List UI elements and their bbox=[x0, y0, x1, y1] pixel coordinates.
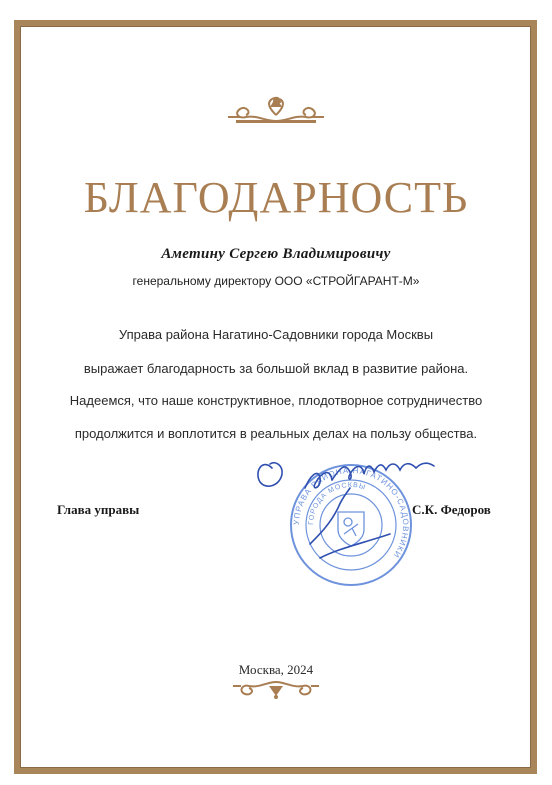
body-line-2: выражает благодарность за большой вклад в развитие района. bbox=[83, 361, 469, 376]
top-ornament-icon bbox=[226, 93, 326, 125]
city-year: Москва, 2024 bbox=[238, 662, 314, 677]
stamp-outer-text: УПРАВА РАЙОНА НАГАТИНО-САДОВНИКИ bbox=[291, 465, 411, 560]
recipient-position: генеральному директору ООО «СТРОЙГАРАНТ-М» bbox=[132, 274, 420, 288]
body-line-3: Надеемся, что наше конструктивное, плодотворное сотрудничество bbox=[69, 393, 483, 408]
stamp-inner-text: ГОРОДА МОСКВЫ bbox=[307, 481, 367, 526]
recipient-name: Аметину Сергею Владимировичу bbox=[161, 246, 391, 262]
signatory-name: С.К. Федоров bbox=[412, 502, 491, 517]
body-line-4: продолжится и воплотится в реальных делах на пользу общества. bbox=[74, 426, 478, 441]
signatory-title: Глава управы bbox=[57, 502, 140, 517]
body-line-1: Управа района Нагатино-Садовники города Москвы bbox=[118, 327, 434, 342]
bottom-ornament-icon bbox=[231, 678, 321, 700]
certificate-title: БЛАГОДАРНОСТЬ bbox=[83, 173, 469, 222]
